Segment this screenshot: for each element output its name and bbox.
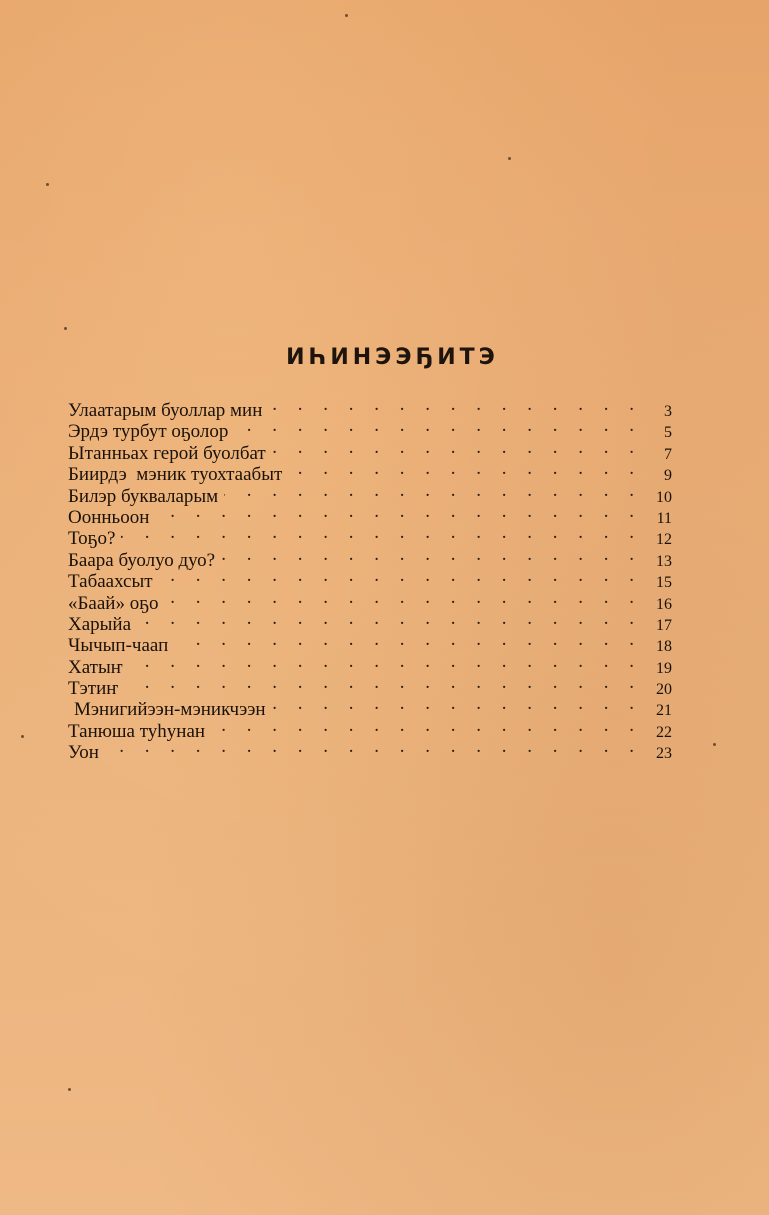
toc-entry (68, 394, 672, 421)
toc-entry (68, 651, 672, 678)
toc-entry-title: Танюша туһунан (68, 720, 206, 742)
paper-speck (46, 183, 49, 186)
toc-heading: ИҺИНЭЭҔИТЭ (286, 345, 499, 370)
toc-dot-leader (272, 437, 642, 459)
toc-entry-title: Ытанньах герой буолбат (68, 442, 266, 464)
toc-entry (68, 565, 672, 593)
paper-speck (713, 743, 716, 746)
toc-dot-leader (224, 480, 642, 502)
toc-entry-page: 13 (656, 552, 672, 570)
toc-entry-title: Тэтиҥ (68, 678, 119, 700)
toc-entry (68, 544, 672, 571)
toc-entry-page: 7 (664, 445, 672, 463)
toc-dot-leader (155, 501, 642, 523)
toc-dot-leader (129, 651, 642, 673)
toc-entry-page: 15 (656, 574, 672, 592)
toc-entry-page: 17 (656, 616, 672, 634)
toc-entry-title: Оонньоон (68, 506, 150, 528)
toc-dot-leader (268, 394, 642, 416)
toc-entry (68, 736, 672, 764)
toc-dot-leader (105, 736, 642, 758)
toc-entry (68, 672, 672, 700)
toc-entry-page: 12 (656, 531, 672, 549)
toc-dot-leader (272, 693, 642, 715)
toc-entry-page: 3 (664, 403, 672, 420)
toc-dot-leader (121, 522, 642, 544)
toc-dot-leader (124, 672, 642, 694)
table-of-contents (68, 394, 672, 764)
toc-entry-title: Табаахсыт (68, 571, 153, 593)
toc-entry-title: Чычып-чаап (68, 635, 169, 657)
toc-entry-title: Уон (68, 742, 99, 764)
toc-entry-page: 16 (656, 595, 672, 613)
paper-speck (345, 14, 348, 17)
toc-entry-page: 9 (664, 467, 672, 485)
toc-entry-page: 20 (656, 681, 672, 699)
toc-dot-leader (221, 544, 642, 566)
toc-entry (68, 587, 672, 614)
toc-entry-page: 18 (656, 638, 672, 656)
toc-dot-leader (211, 715, 642, 737)
paper-speck (64, 327, 67, 330)
toc-entry-title: «Баай» оҕо (68, 592, 159, 614)
toc-entry (68, 693, 672, 721)
toc-dot-leader (137, 608, 642, 630)
toc-entry (68, 629, 672, 657)
toc-entry-title: Мэнигийээн-мэникчээн (74, 699, 266, 721)
toc-entry-title: Баара буолуо дуо? (68, 549, 216, 571)
toc-entry-title: Харыйа (68, 613, 132, 635)
toc-entry (68, 608, 672, 635)
toc-entry-page: 19 (656, 659, 672, 677)
toc-dot-leader (164, 587, 642, 609)
toc-dot-leader (288, 458, 642, 480)
toc-entry-title: Билэр букваларым (68, 485, 219, 507)
toc-dot-leader (234, 415, 642, 437)
paper-speck (21, 735, 24, 738)
paper-speck (508, 157, 511, 160)
toc-dot-leader (159, 565, 642, 587)
toc-entry-title: Улаатарым буоллар мин (68, 400, 263, 421)
toc-entry-page: 23 (656, 745, 672, 763)
toc-entry-page: 22 (656, 723, 672, 741)
toc-entry (68, 501, 672, 528)
toc-entry-page: 10 (656, 488, 672, 506)
toc-entry-title: Эрдэ турбут оҕолор (68, 421, 229, 443)
toc-entry (68, 522, 672, 550)
toc-dot-leader (174, 629, 642, 651)
toc-entry-title: Биирдэ мэник туохтаабыт (68, 464, 283, 486)
toc-entry-page: 5 (664, 424, 672, 442)
toc-entry-title: Тоҕо? (68, 528, 116, 550)
toc-entry-page: 21 (656, 702, 672, 720)
toc-entry-title: Хатыҥ (68, 656, 123, 678)
paper-speck (68, 1088, 71, 1091)
toc-entry-page: 11 (656, 509, 672, 527)
